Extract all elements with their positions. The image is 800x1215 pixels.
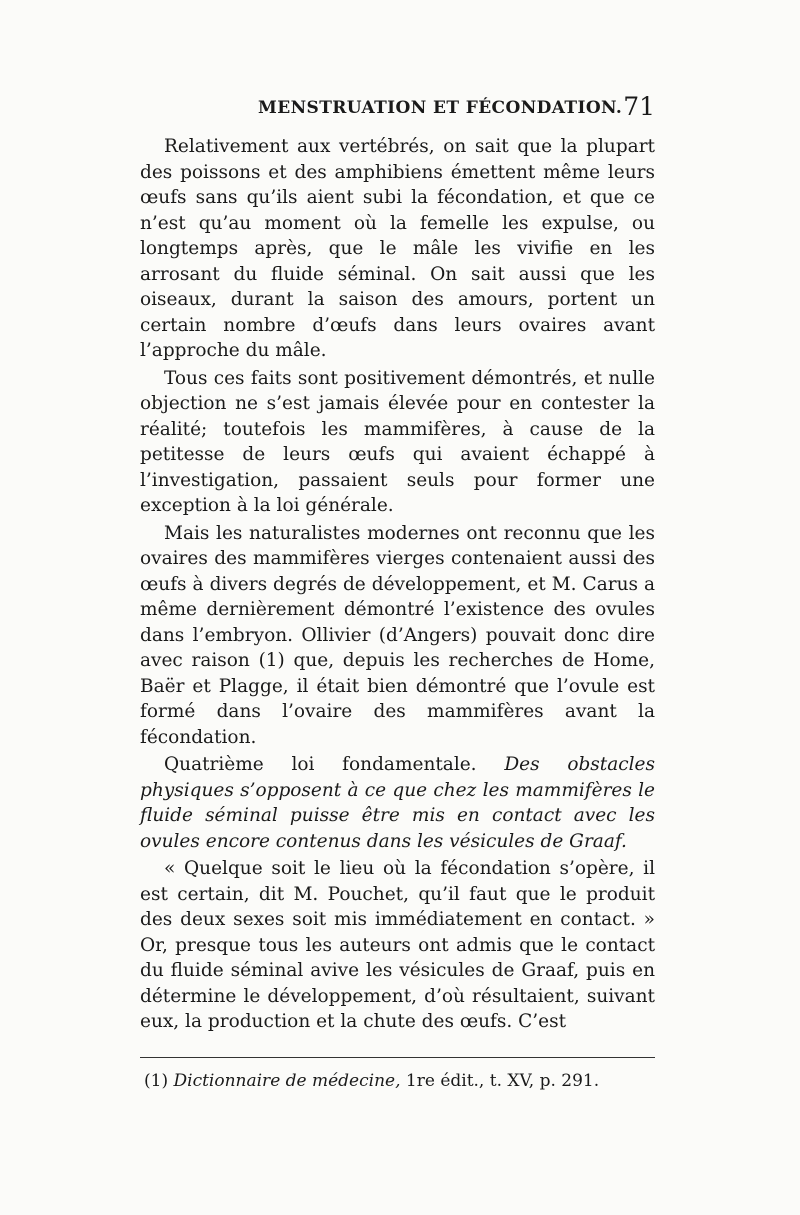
page-header [140, 92, 655, 128]
paragraph-pouchet: « Quelque soit le lieu où la fécondation s’opère, il est certain, dit M. Pouchet, qu’il faut que le produit des deux sexes soit mis immédiatement en contact. » Or, presque tous les auteurs ont admis que le contact du fluide séminal avive les vésicules de Graaf, puis en détermine le développement, d’où résultaient, suivant eux, la production et la chute des œufs. C’est [140, 858, 655, 1032]
book-page [140, 92, 655, 1092]
body-text [140, 134, 655, 1035]
paragraph-facts: Tous ces faits sont positivement démontrés, et nulle objection ne s’est jamais élevée pour en contester la réalité; toutefois les mammifères, à cause de la petitesse de leurs œufs qui avaient échappé à l’investigation, passaient seuls pour former une exception à la loi générale. [140, 367, 655, 516]
footnote-title: Dictionnaire de médecine, [173, 1070, 401, 1091]
page-number: 71 [623, 92, 655, 121]
paragraph-vertebrates: Relativement aux vertébrés, on sait que la plupart des poissons et des amphibiens émettent même leurs œufs sans qu’ils aient subi la fécondation, et que ce n’est qu’au moment où la femelle les expulse, ou longtemps après, que le mâle les vivifie en les arrosant du fluide séminal. On sait aussi que les oiseaux, durant la saison des amours, portent un certain nombre d’œufs dans leurs ovaires avant l’approche du mâle. [140, 136, 655, 361]
paragraph-naturalists: Mais les naturalistes modernes ont reconnu que les ovaires des mammifères vierges contenaient aussi des œufs à divers degrés de développement, et M. Carus a même dernièrement démontré l’existence des ovules dans l’embryon. Ollivier (d’Angers) pouvait donc dire avec raison (1) que, depuis les recherches de Home, Baër et Plagge, il était bien démontré que l’ovule est formé dans l’ovaire des mammifères avant la fécondation. [140, 522, 655, 748]
running-title: MENSTRUATION ET FÉCONDATION. [258, 98, 623, 118]
footnote [140, 1070, 655, 1092]
footnote-rule [140, 1057, 655, 1058]
footnote-rest: 1re édit., t. XV, p. 291. [405, 1070, 600, 1091]
paragraph-fourth-law [140, 752, 655, 854]
fourth-law-lead: Quatrième loi fondamentale. [164, 754, 477, 775]
fourth-law-statement: Des obstacles physiques s’opposent à ce que chez les mammifères le fluide séminal puisse être mis en contact avec les ovules encore contenus dans les vésicules de Graaf. [140, 754, 655, 852]
footnote-marker: (1) [144, 1070, 169, 1091]
